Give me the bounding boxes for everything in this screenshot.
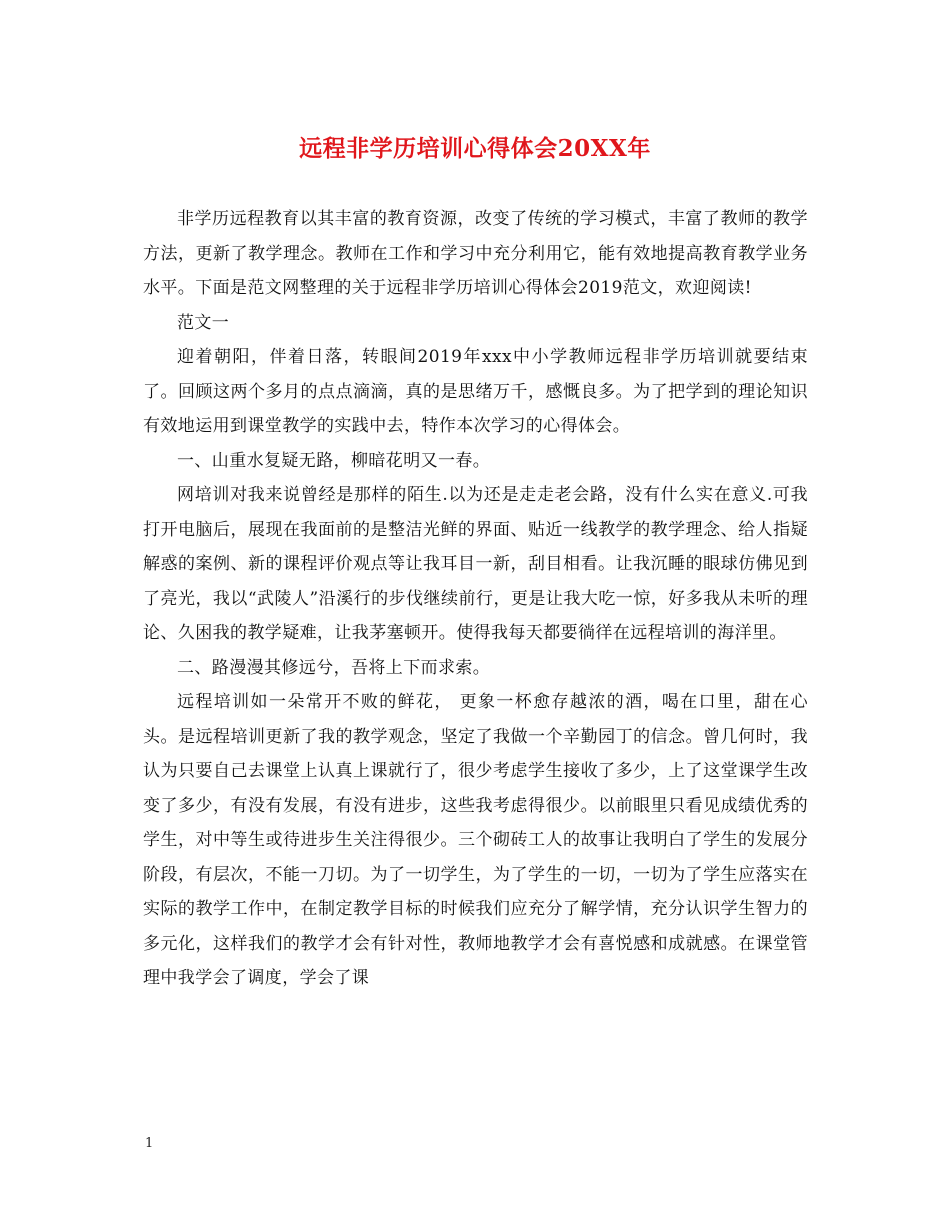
body-paragraph: 网培训对我来说曾经是那样的陌生.以为还是走走老会路，没有什么实在意义.可我打开电脑后，展现在我面前的是整洁光鲜的界面、贴近一线教学的教学理念、给人指疑解惑的案例、新的课程评价观点等让我耳目一新，刮目相看。让我沉睡的眼球仿佛见到了亮光，我以“武陵人”沿溪行的步伐继续前行，更是让我大吃一惊，好多我从未听的理论、久困我的教学疑难，让我茅塞顿开。使得我每天都要徜徉在远程培训的海洋里。	[143, 485, 808, 643]
page-number: 1	[145, 1136, 154, 1151]
section-heading-1: 一、山重水复疑无路，柳暗花明又一春。	[177, 450, 491, 471]
section-label-fanwen-1: 范文一	[177, 312, 230, 333]
document-title: 远程非学历培训心得体会20XX年	[299, 135, 651, 162]
body-paragraph: 迎着朝阳，伴着日落，转眼间2019年xxx中小学教师远程非学历培训就要结束了。回顾这两个多月的点点滴滴，真的是思绪万千，感慨良多。为了把学到的理论知识有效地运用到课堂教学的实践中去，特作本次学习的心得体会。	[143, 347, 808, 436]
body-paragraph: 远程培训如一朵常开不败的鲜花， 更象一杯愈存越浓的酒，喝在口里，甜在心头。是远程培训更新了我的教学观念，坚定了我做一个辛勤园丁的信念。曾几何时，我认为只要自己去课堂上认真上课就行了，很少考虑学生接收了多少，上了这堂课学生改变了多少，有没有发展，有没有进步，这些我考虑得很少。以前眼里只看见成绩优秀的学生，对中等生或待进步生关注得很少。三个砌砖工人的故事让我明白了学生的发展分阶段，有层次，不能一刀切。为了一切学生，为了学生的一切，一切为了学生应落实在实际的教学工作中，在制定教学目标的时候我们应充分了解学情，充分认识学生智力的多元化，这样我们的教学才会有针对性，教师地教学才会有喜悦感和成就感。在课堂管理中我学会了调度，学会了课	[143, 692, 808, 988]
section-heading-2: 二、路漫漫其修远兮，吾将上下而求索。	[177, 657, 491, 678]
intro-paragraph: 非学历远程教育以其丰富的教育资源，改变了传统的学习模式，丰富了教师的教学方法，更新了教学理念。教师在工作和学习中充分利用它，能有效地提高教育教学业务水平。下面是范文网整理的关于远程非学历培训心得体会2019范文，欢迎阅读!	[143, 209, 808, 298]
document-body	[143, 202, 808, 996]
